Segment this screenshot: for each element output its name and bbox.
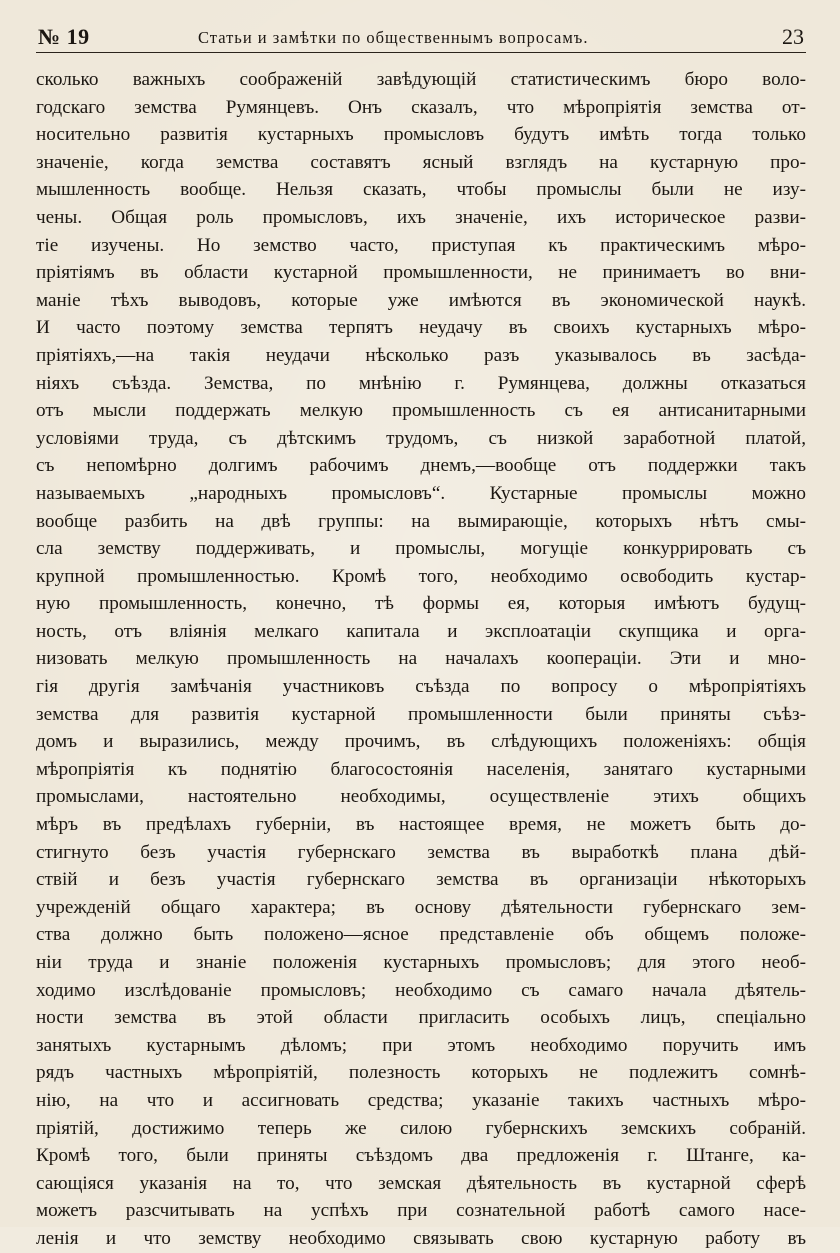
text-line: ствій и безъ участія губернскаго земства въ организаціи нѣкоторыхъ	[36, 869, 806, 891]
text-line: мѣропріятія къ поднятію благосостоянія населенія, занятаго кустарными	[36, 758, 806, 780]
text-line: тіе изучены. Но земство часто, приступая къ практическимъ мѣро-	[36, 234, 806, 256]
text-line: ства должно быть положено—ясное представленіе объ общемъ положе-	[36, 924, 806, 946]
text-line: стигнуто безъ участія губернскаго земства въ выработкѣ плана дѣй-	[36, 841, 806, 863]
text-line: рядъ частныхъ мѣропріятій, полезность которыхъ не подлежитъ сомнѣ-	[36, 1062, 806, 1084]
text-line: гія другія замѣчанія участниковъ съѣзда по вопросу о мѣропріятіяхъ	[36, 676, 806, 698]
body-text	[36, 66, 806, 1253]
text-line: пріятій, достижимо теперь же силою губернскихъ земскихъ собраній.	[36, 1117, 806, 1139]
text-line: мѣръ въ предѣлахъ губерніи, въ настоящее время, не можетъ быть до-	[36, 814, 806, 836]
text-line: вообще разбить на двѣ группы: на вымирающіе, которыхъ нѣтъ смы-	[36, 510, 806, 532]
text-line: нію, на что и ассигновать средства; указаніе такихъ частныхъ мѣро-	[36, 1089, 806, 1111]
text-line: низовать мелкую промышленность на началахъ коопераціи. Эти и мно-	[36, 648, 806, 670]
text-line: называемыхъ „народныхъ промысловъ“. Кустарные промыслы можно	[36, 482, 806, 504]
text-line: ніи труда и знаніе положенія кустарныхъ промысловъ; для этого необ-	[36, 952, 806, 973]
text-line: ніяхъ съѣзда. Земства, по мнѣнію г. Румянцева, должны отказаться	[36, 372, 806, 394]
page-number: 23	[782, 24, 804, 49]
text-line: носительно развитія кустарныхъ промысловъ будутъ имѣть тогда только	[36, 124, 806, 146]
text-line: пріятіямъ въ области кустарной промышленности, не принимаетъ во вни-	[36, 262, 806, 284]
text-line: сла земству поддерживать, и промыслы, могущіе конкуррировать съ	[36, 538, 806, 560]
text-line: пріятіяхъ,—на такія неудачи нѣсколько разъ указывалось въ засѣда-	[36, 344, 806, 366]
text-line: земства для развитія кустарной промышленности были приняты съѣз-	[36, 703, 806, 725]
issue-number: № 19	[38, 24, 90, 49]
text-line: домъ и выразились, между прочимъ, въ слѣдующихъ положеніяхъ: общія	[36, 731, 806, 753]
text-line: промыслами, настоятельно необходимы, осуществленіе этихъ общихъ	[36, 786, 806, 808]
text-line: сколько важныхъ соображеній завѣдующій статистическимъ бюро воло-	[36, 69, 806, 90]
text-line: ходимо изслѣдованіе промысловъ; необходимо съ самаго начала дѣятель-	[36, 979, 806, 1001]
text-line: годскаго земства Румянцевъ. Онъ сказалъ, что мѣропріятія земства от-	[36, 96, 806, 118]
text-line: ленія и что земству необходимо связывать свою кустарную работу въ	[36, 1227, 806, 1249]
text-line: крупной промышленностью. Кромѣ того, необходимо освободить кустар-	[36, 565, 806, 587]
text-line: ность, отъ вліянія мелкаго капитала и эксплоатаціи скупщика и орга-	[36, 620, 806, 642]
text-line: ную промышленность, конечно, тѣ формы ея, которыя имѣютъ будущ-	[36, 593, 806, 615]
page-header	[38, 24, 804, 50]
running-title: Статьи и замѣтки по общественнымъ вопросамъ.	[198, 28, 589, 47]
text-line: съ непомѣрно долгимъ рабочимъ днемъ,—вообще отъ поддержки такъ	[36, 455, 806, 477]
text-line: чены. Общая роль промысловъ, ихъ значеніе, ихъ историческое разви-	[36, 206, 806, 228]
text-line: мышленность вообще. Нельзя сказать, чтобы промыслы были не изу-	[36, 179, 806, 201]
text-line: И часто поэтому земства терпятъ неудачу въ своихъ кустарныхъ мѣро-	[36, 317, 806, 339]
text-line: сающіяся указанія на то, что земская дѣятельность въ кустарной сферѣ	[36, 1172, 806, 1194]
text-line: занятыхъ кустарнымъ дѣломъ; при этомъ необходимо поручить имъ	[36, 1034, 806, 1056]
text-line: маніе тѣхъ выводовъ, которые уже имѣются въ экономической наукѣ.	[36, 289, 806, 311]
text-line: Кромѣ того, были приняты съѣздомъ два предложенія г. Штанге, ка-	[36, 1145, 806, 1167]
text-line: отъ мысли поддержать мелкую промышленность съ ея антисанитарными	[36, 400, 806, 422]
text-line: ности земства въ этой области пригласить особыхъ лицъ, спеціально	[36, 1007, 806, 1029]
text-line: условіями труда, съ дѣтскимъ трудомъ, съ низкой заработной платой,	[36, 427, 806, 449]
text-line: значеніе, когда земства составятъ ясный взглядъ на кустарную про-	[36, 151, 806, 173]
header-rule	[36, 52, 806, 53]
text-line: можетъ разсчитывать на успѣхъ при сознательной работѣ самого насе-	[36, 1200, 806, 1222]
text-line: учрежденій общаго характера; въ основу дѣятельности губернскаго зем-	[36, 896, 806, 918]
